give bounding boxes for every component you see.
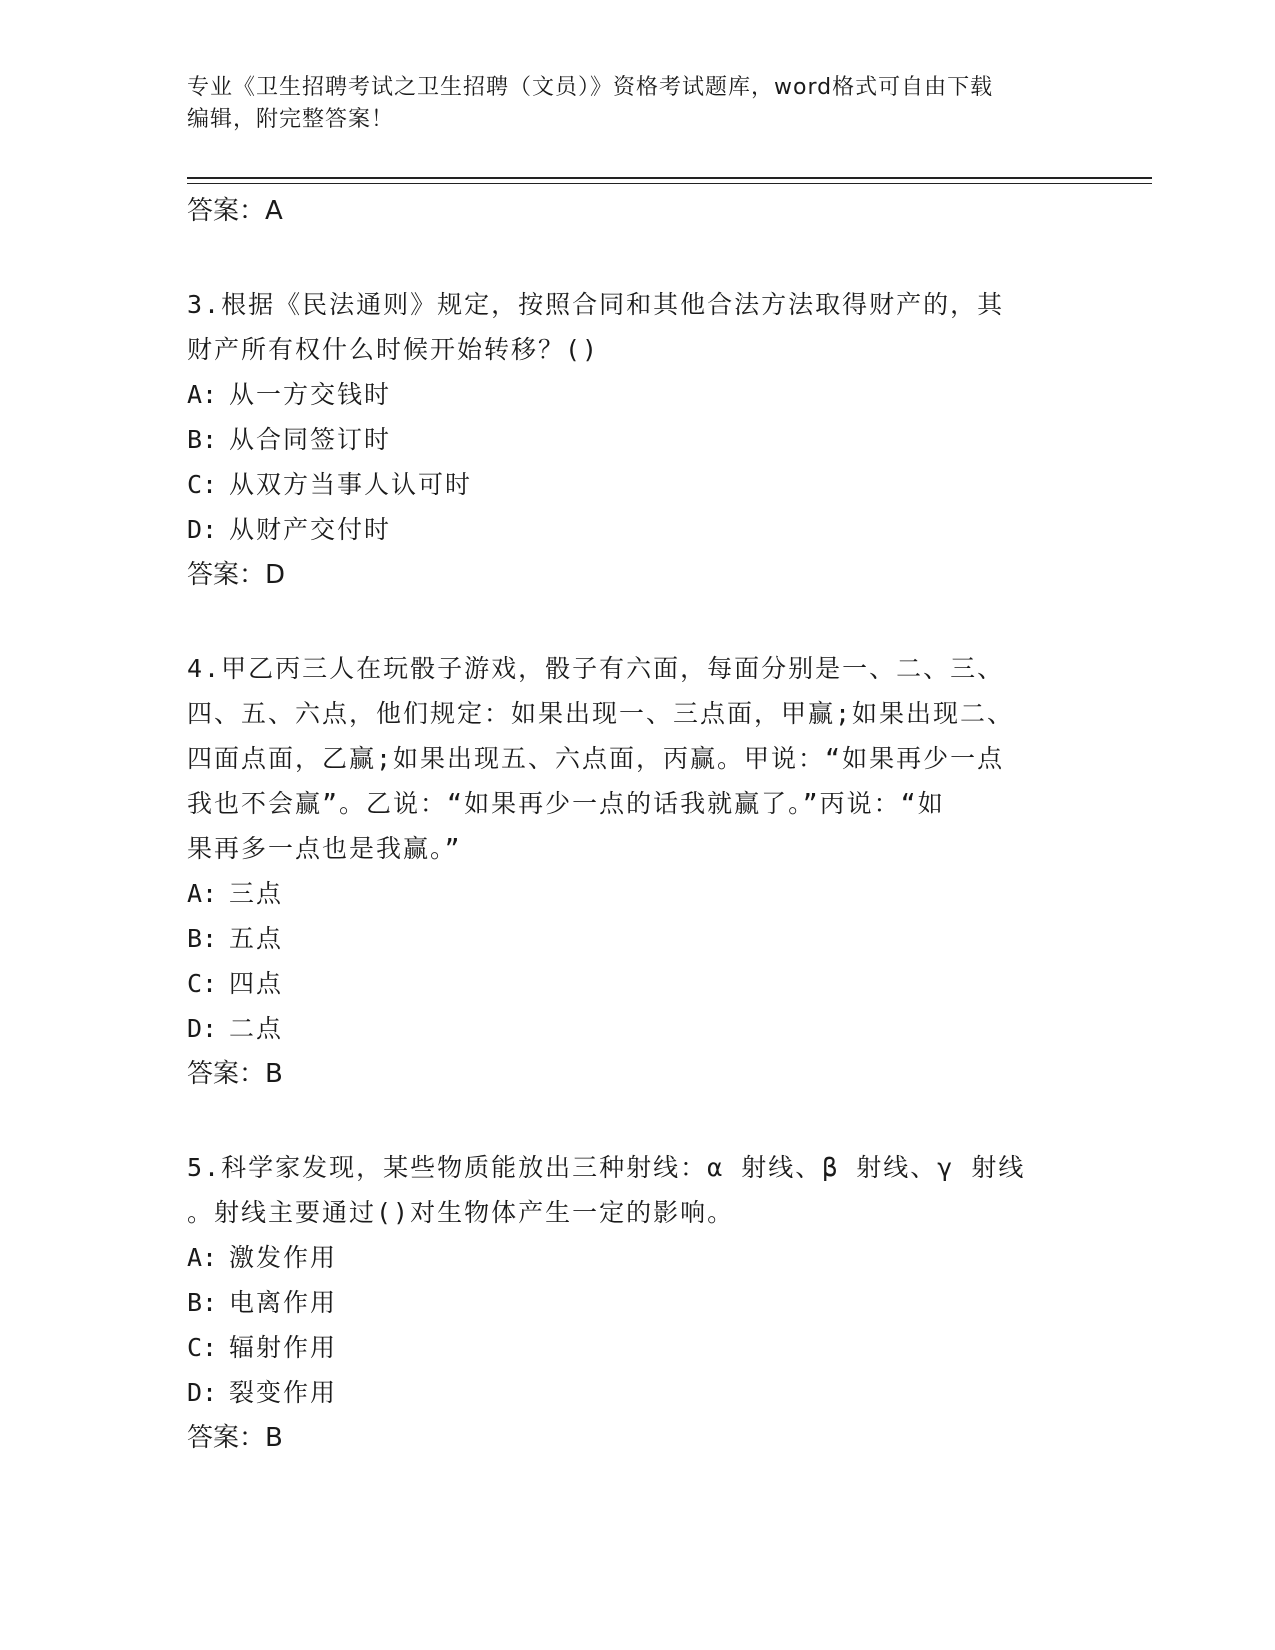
option-letter: B: <box>187 924 218 953</box>
option-text: 裂变作用 <box>229 1378 338 1407</box>
option-text: 从双方当事人认可时 <box>229 470 473 499</box>
header-line-2: 编辑，附完整答案！ <box>187 107 395 132</box>
question-text: 。射线主要通过()对生物体产生一定的影响。 <box>187 1198 735 1227</box>
question-text: 3.根据《民法通则》规定，按照合同和其他合法方法取得财产的，其 <box>187 290 1005 319</box>
option-text: 激发作用 <box>229 1243 338 1272</box>
option-c <box>187 1325 1087 1370</box>
answer-label: 答案： <box>187 1059 266 1089</box>
header-rule-thin <box>187 183 1152 184</box>
answer-line <box>187 1415 1087 1461</box>
option-letter: A: <box>187 1243 218 1272</box>
answer-label: 答案： <box>187 1423 266 1453</box>
option-letter: C: <box>187 1333 218 1362</box>
option-d <box>187 1006 1087 1051</box>
option-c <box>187 462 1087 507</box>
option-text: 二点 <box>229 1014 284 1043</box>
header-rule-thick <box>187 177 1152 179</box>
option-b <box>187 1280 1087 1325</box>
option-letter: A: <box>187 879 218 908</box>
question-text: 我也不会赢”。乙说：“如果再少一点的话我就赢了。”丙说：“如 <box>187 789 945 818</box>
answer-line-q2 <box>187 188 1087 234</box>
answer-value: A <box>265 196 283 226</box>
question-text: 四、五、六点，他们规定：如果出现一、三点面，甲赢;如果出现二、 <box>187 699 1015 728</box>
question-text: 果再多一点也是我赢。” <box>187 834 462 863</box>
option-text: 从一方交钱时 <box>229 380 392 409</box>
option-b <box>187 916 1087 961</box>
question-text: 财产所有权什么时候开始转移？() <box>187 335 600 364</box>
question-text: 4.甲乙丙三人在玩骰子游戏，骰子有六面，每面分别是一、二、三、 <box>187 654 1005 683</box>
document-header <box>187 72 1067 136</box>
option-letter: D: <box>187 1378 218 1407</box>
question-4 <box>187 646 1087 1097</box>
option-text: 四点 <box>229 969 284 998</box>
answer-line <box>187 552 1087 598</box>
question-text: 四面点面，乙赢;如果出现五、六点面，丙赢。甲说：“如果再少一点 <box>187 744 1005 773</box>
answer-value: B <box>265 1059 283 1089</box>
answer-value: B <box>265 1423 283 1453</box>
question-list <box>187 188 1087 1461</box>
question-text: 5.科学家发现，某些物质能放出三种射线：α 射线、β 射线、γ 射线 <box>187 1153 1026 1182</box>
option-d <box>187 507 1087 552</box>
header-line-1: 专业《卫生招聘考试之卫生招聘（文员）》资格考试题库，word格式可自由下载 <box>187 75 994 100</box>
option-text: 辐射作用 <box>229 1333 338 1362</box>
option-a <box>187 372 1087 417</box>
option-letter: A: <box>187 380 218 409</box>
answer-label: 答案： <box>187 196 266 226</box>
option-text: 从合同签订时 <box>229 425 392 454</box>
option-letter: C: <box>187 470 218 499</box>
option-text: 三点 <box>229 879 284 908</box>
option-letter: B: <box>187 425 218 454</box>
answer-label: 答案： <box>187 560 266 590</box>
option-letter: D: <box>187 1014 218 1043</box>
question-3 <box>187 282 1087 598</box>
option-d <box>187 1370 1087 1415</box>
question-5 <box>187 1145 1087 1461</box>
option-b <box>187 417 1087 462</box>
option-a <box>187 1235 1087 1280</box>
option-text: 五点 <box>229 924 284 953</box>
option-letter: B: <box>187 1288 218 1317</box>
option-text: 从财产交付时 <box>229 515 392 544</box>
answer-value: D <box>265 560 286 590</box>
option-a <box>187 871 1087 916</box>
option-letter: D: <box>187 515 218 544</box>
answer-line <box>187 1051 1087 1097</box>
option-text: 电离作用 <box>229 1288 338 1317</box>
option-c <box>187 961 1087 1006</box>
option-letter: C: <box>187 969 218 998</box>
